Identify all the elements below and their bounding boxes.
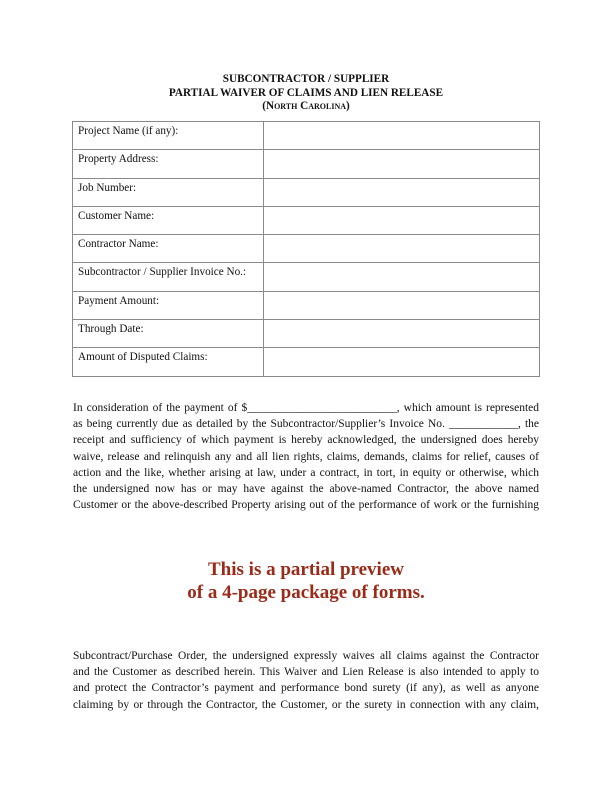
customer-name-field[interactable] (263, 206, 539, 234)
text-line: Customer or the above-described Property arising out of the performance of work or the furnishing (73, 499, 539, 512)
disputed-claims-field[interactable] (263, 348, 539, 376)
job-number-field[interactable] (263, 178, 539, 206)
text-line: claiming by or through the Contractor, the Customer, or the surety in connection with any claim, (73, 698, 539, 711)
form-title-line-2: PARTIAL WAIVER OF CLAIMS AND LIEN RELEASE (168, 86, 444, 99)
form-jurisdiction: (North Carolina) (262, 100, 350, 112)
table-row (73, 263, 540, 291)
customer-name-label: Customer Name: (73, 206, 264, 234)
table-row (73, 291, 540, 319)
preview-notice-line-2: of a 4-page package of forms. (187, 582, 425, 603)
job-number-label: Job Number: (73, 178, 264, 206)
property-address-field[interactable] (263, 150, 539, 178)
text-line: Subcontract/Purchase Order, the undersigned expressly waives all claims against the Contractor (73, 650, 539, 662)
partial-preview-notice (0, 558, 612, 604)
table-row (73, 122, 540, 150)
project-info-table (72, 121, 540, 377)
waiver-paragraph-bottom (73, 648, 539, 713)
project-name-label: Project Name (if any): (73, 122, 264, 150)
table-row (73, 178, 540, 206)
waiver-text-bottom-clip (73, 650, 539, 714)
contractor-name-field[interactable] (263, 235, 539, 263)
text-line: the undersigned now has or may have against the above-named Contractor, the above named (73, 483, 539, 496)
payment-amount-field[interactable] (263, 291, 539, 319)
table-row (73, 150, 540, 178)
text-line: and the Customer as described herein. This Waiver and Lien Release is also intended to apply to (73, 666, 539, 679)
disputed-claims-label: Amount of Disputed Claims: (73, 348, 264, 376)
property-address-label: Property Address: (73, 150, 264, 178)
table-row (73, 235, 540, 263)
text-line: action and the like, whether arising at law, under a contract, in tort, in equity or otherwise, which (73, 466, 539, 479)
contractor-name-label: Contractor Name: (73, 235, 264, 263)
text-line: In consideration of the payment of $__________________________, which amount is represented (73, 402, 539, 414)
payment-amount-label: Payment Amount: (73, 291, 264, 319)
text-line: as being currently due as detailed by the Subcontractor/Supplier’s Invoice No. ____________, the (73, 418, 539, 431)
table-row (73, 320, 540, 348)
table-row (73, 348, 540, 376)
text-line: receipt and sufficiency of which payment is hereby acknowledged, the undersigned does hereby (73, 434, 539, 447)
form-title-line-1: SUBCONTRACTOR / SUPPLIER (222, 73, 390, 85)
invoice-number-field[interactable] (263, 263, 539, 291)
text-line: and protect the Contractor’s payment and performance bond surety (if any), as well as anyone (73, 682, 539, 695)
waiver-text-top-clip (73, 400, 539, 512)
waiver-paragraph-top (73, 400, 539, 513)
invoice-number-label: Subcontractor / Supplier Invoice No.: (73, 263, 264, 291)
form-header (0, 73, 612, 114)
through-date-label: Through Date: (73, 320, 264, 348)
preview-notice-line-1: This is a partial preview (208, 559, 404, 580)
table-row (73, 206, 540, 234)
text-line: waive, release and relinquish any and all lien rights, claims, demands, claims for relief, causes of (73, 450, 539, 463)
through-date-field[interactable] (263, 320, 539, 348)
project-name-field[interactable] (263, 122, 539, 150)
